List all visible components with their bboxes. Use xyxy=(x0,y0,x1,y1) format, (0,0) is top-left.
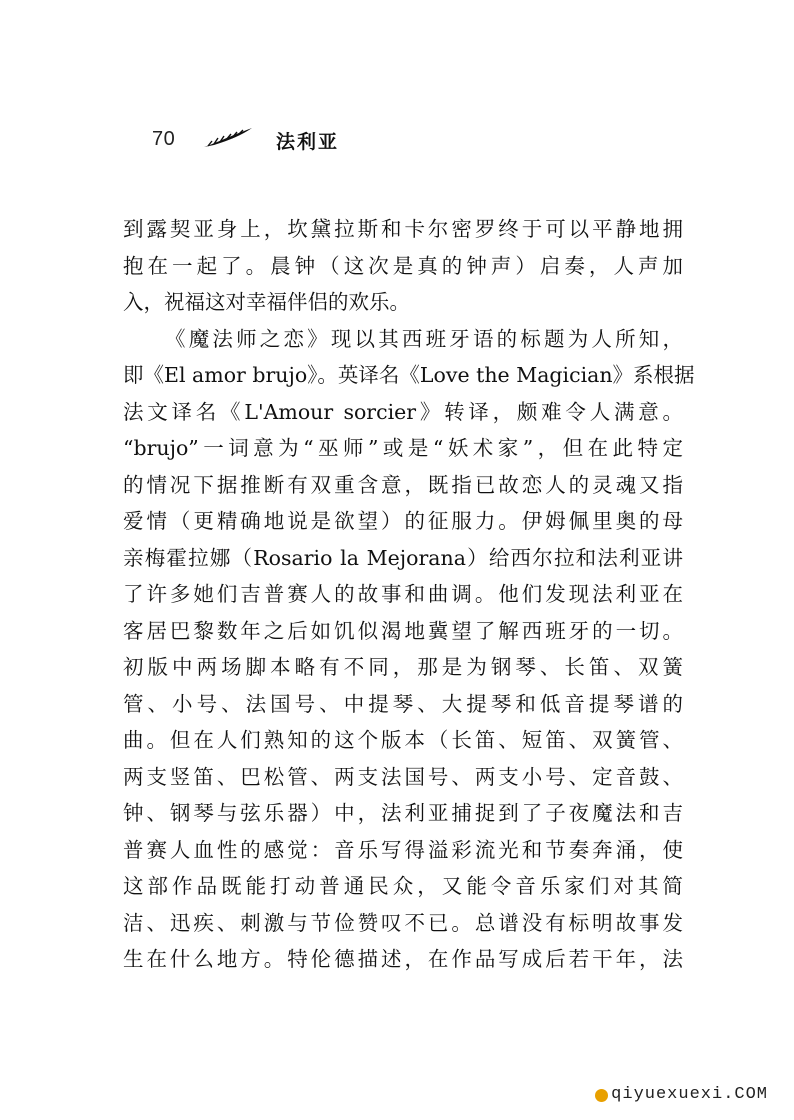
text-line: 钟、钢琴与弦乐器）中，法利亚捕捉到了子夜魔法和吉 xyxy=(123,801,683,825)
text-line: 入，祝福这对幸福伴侣的欢乐。 xyxy=(123,290,410,314)
text-line: 两支竖笛、巴松管、两支法国号、两支小号、定音鼓、 xyxy=(123,764,683,789)
text-line: 即《El amor brujo》。英译名《Love the Magician》系根据 xyxy=(123,363,695,387)
feather-ornament-icon xyxy=(202,126,254,150)
site-watermark xyxy=(595,1085,768,1104)
text-line: 管、小号、法国号、中提琴、大提琴和低音提琴谱的 xyxy=(123,691,683,716)
text-line: 了许多她们吉普赛人的故事和曲调。他们发现法利亚在 xyxy=(123,582,683,606)
text-line: 《魔法师之恋》现以其西班牙语的标题为人所知， xyxy=(165,326,683,351)
text-line: 曲。但在人们熟知的这个版本（长笛、短笛、双簧管、 xyxy=(123,728,683,752)
watermark-text: qiyuexuexi.COM xyxy=(611,1085,768,1104)
text-line: 这部作品既能打动普通民众，又能令音乐家们对其简 xyxy=(123,874,683,898)
page-number: 70 xyxy=(152,128,176,150)
running-header xyxy=(152,124,452,160)
text-line: 洁、迅疾、刺激与节俭赞叹不已。总谱没有标明故事发 xyxy=(123,910,683,935)
text-line: 爱情（更精确地说是欲望）的征服力。伊姆佩里奥的母 xyxy=(123,509,683,533)
text-line: 法文译名《L'Amour sorcier》转译，颇难令人满意。 xyxy=(123,399,683,424)
text-line: 亲梅霍拉娜（Rosario la Mejorana）给西尔拉和法利亚讲 xyxy=(123,545,683,570)
text-line: 客居巴黎数年之后如饥似渴地冀望了解西班牙的一切。 xyxy=(123,618,683,643)
text-line: 抱在一起了。晨钟（这次是真的钟声）启奏，人声加 xyxy=(123,253,683,278)
text-line: 到露契亚身上，坎黛拉斯和卡尔密罗终于可以平静地拥 xyxy=(123,217,683,241)
body-text xyxy=(123,211,695,978)
running-title: 法利亚 xyxy=(276,131,340,153)
text-line: 的情况下据推断有双重含意，既指已故恋人的灵魂又指 xyxy=(123,472,683,497)
watermark-logo-icon xyxy=(595,1089,608,1102)
text-line: 生在什么地方。特伦德描述，在作品写成后若干年，法 xyxy=(123,947,683,971)
text-line: 普赛人血性的感觉：音乐写得溢彩流光和节奏奔涌，使 xyxy=(123,837,683,862)
text-line: “brujo”一词意为“巫师”或是“妖术家”，但在此特定 xyxy=(123,436,683,460)
text-line: 初版中两场脚本略有不同，那是为钢琴、长笛、双簧 xyxy=(123,655,683,679)
